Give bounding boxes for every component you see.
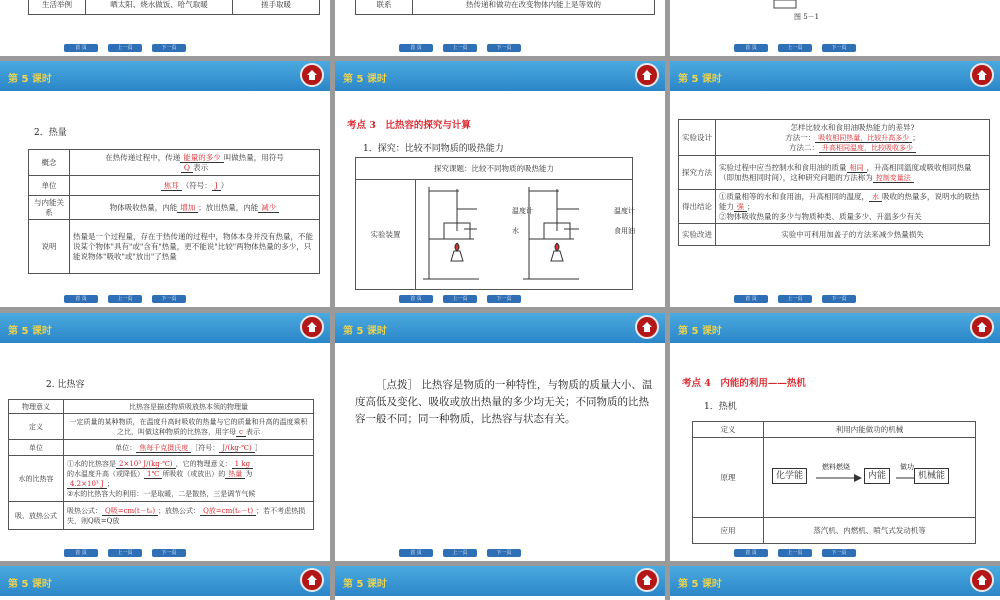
combustion-label: 燃料燃烧	[822, 463, 850, 471]
row-content: ①水的比热容是 2×10³ J/(kg·℃) ，它的物理意义： 1 kg 的水温度升高（或降低） 1℃ 所吸收（或放出）的 热量 为 4.2×10³ J ； ②水的比热容大的利用：一是取暖，二是散热，三是调节气候	[64, 456, 314, 502]
slide-header	[0, 61, 330, 91]
home-icon[interactable]	[300, 63, 324, 87]
row-label: 单位	[9, 440, 64, 456]
lesson-label: 第 5 课时	[678, 74, 722, 85]
row-label: 说明	[29, 220, 70, 274]
internal-energy-box: 内能	[864, 468, 890, 484]
apparatus-cell	[416, 180, 633, 290]
text: ，它的物理意义：	[175, 459, 232, 468]
text: 吸热公式：	[67, 506, 102, 515]
nav-home-button[interactable]: 首 页	[734, 295, 768, 303]
lesson-label: 第 5 课时	[343, 326, 387, 337]
thermometer-label-2: 温度计	[614, 207, 635, 215]
slide-header	[335, 566, 665, 596]
figure-caption: 图 5－1	[794, 13, 820, 21]
life-example-table	[28, 0, 320, 15]
arrow-icon	[816, 474, 862, 482]
slide-partial-3	[670, 0, 1000, 56]
text: 怎样比较水和食用油吸热能力的差异?	[790, 122, 915, 132]
text: 表示	[245, 427, 260, 436]
lesson-label: 第 5 课时	[8, 74, 52, 85]
specific-heat-table	[8, 399, 314, 530]
text: ；放出热量，内能	[198, 202, 259, 212]
nav-home-button[interactable]: 首 页	[399, 44, 433, 52]
text: 表示	[193, 162, 209, 172]
nav-home-button[interactable]: 首 页	[734, 44, 768, 52]
oil-label: 食用油	[614, 227, 635, 235]
answer-fill: Q	[181, 163, 193, 173]
slide-experiment-design	[670, 61, 1000, 307]
home-icon[interactable]	[635, 568, 659, 592]
nav-home-button[interactable]: 首 页	[64, 549, 98, 557]
row-label: 定义	[693, 422, 764, 438]
work-label: 做功	[900, 463, 914, 471]
text: ；放热公式：	[158, 506, 201, 515]
text: ②物体吸收热量的多少与物质种类、质量多少、升温多少有关	[719, 211, 922, 221]
relation-table	[355, 0, 655, 15]
nav-next-button[interactable]: 下一页	[152, 295, 186, 303]
heat-engine-table	[692, 421, 976, 544]
answer-fill: J	[212, 181, 221, 191]
row-label: 定义	[9, 414, 64, 440]
slide-header	[670, 313, 1000, 343]
text: 在热传递过程中，传递	[105, 152, 181, 162]
home-icon[interactable]	[970, 315, 994, 339]
text: ）	[220, 180, 229, 190]
row-label: 探究方法	[679, 156, 716, 190]
flow-diagram-cell	[764, 438, 976, 518]
answer-fill: 强	[734, 203, 747, 212]
text: 为	[245, 469, 253, 478]
row-content	[70, 196, 320, 220]
text: ，升高相同温度或吸收相同热量（即加热相同时间），这种研究问题的方法称为	[719, 162, 972, 182]
nav-next-button[interactable]: 下一页	[487, 44, 521, 52]
text: 方法二：	[789, 142, 819, 152]
text: ；若不考虑热损失，则Q吸=Q放	[67, 506, 306, 525]
row-label: 实验改进	[679, 224, 716, 246]
row-label: 吸、放热公式	[9, 502, 64, 530]
text: ①质量相等的水和食用油，升高相同的温度，	[719, 191, 869, 201]
row-content	[70, 150, 320, 176]
slide-partial-1	[0, 0, 330, 56]
row-content	[716, 156, 990, 190]
text: 吸收的热量多，说明水的吸热能力	[719, 191, 980, 211]
answer-fill: c	[236, 428, 246, 437]
text: 所吸收（或放出）的	[162, 469, 226, 478]
row-label: 原理	[693, 438, 764, 518]
row-content: 蒸汽机、内燃机、喷气式发动机等	[764, 518, 976, 544]
answer-fill: 2×10³ J/(kg·℃)	[116, 460, 176, 469]
nav-home-button[interactable]: 首 页	[399, 295, 433, 303]
answer-fill: 减少	[258, 203, 279, 213]
home-icon[interactable]	[300, 568, 324, 592]
text: 一定质量的某种物质，在温度升高时吸收的热量与它的质量和升高的温度乘积之比，叫做这种物质的比热容，用字母	[69, 417, 308, 436]
answer-fill: 4.2×10³ J	[67, 480, 107, 489]
subheading: 1．热机	[704, 402, 737, 412]
key-point-title: 考点 3 比热容的探究与计算	[347, 120, 471, 131]
life-example-label: 生活举例	[29, 0, 86, 15]
row-content	[70, 176, 320, 196]
nav-prev-button[interactable]: 上一页	[443, 295, 477, 303]
life-example-value-2: 搓手取暖	[233, 0, 320, 15]
lesson-label: 第 5 课时	[343, 579, 387, 590]
nav-prev-button[interactable]: 上一页	[778, 44, 812, 52]
lesson-label: 第 5 课时	[343, 74, 387, 85]
row-label: 应用	[693, 518, 764, 544]
answer-fill: 控制变量法	[873, 174, 914, 183]
row-content: 怎样比较水和食用油吸热能力的差异? 方法一： 吸收相同热量，比较升高多少 ； 方法二： 升高相同温度，比较吸收多少	[716, 120, 990, 156]
slide-header	[335, 61, 665, 91]
lesson-label: 第 5 课时	[8, 326, 52, 337]
key-point-title: 考点 4 内能的利用——热机	[682, 378, 806, 389]
apparatus-diagram	[419, 181, 629, 285]
text: （符号：	[181, 180, 212, 190]
row-content	[64, 440, 314, 456]
row-label: 实验设计	[679, 120, 716, 156]
relation-label: 联系	[356, 0, 413, 15]
answer-fill: 吸收相同热量，比较升高多少	[815, 134, 912, 143]
nav-home-button[interactable]: 首 页	[64, 44, 98, 52]
slide-header	[0, 566, 330, 596]
home-icon[interactable]	[970, 63, 994, 87]
slide-partial-bottom-3	[670, 566, 1000, 600]
thermometer-label-1: 温度计	[512, 207, 533, 215]
mechanical-energy-box: 机械能	[914, 468, 949, 484]
lesson-label: 第 5 课时	[8, 579, 52, 590]
text: 实验过程中应当控制水和食用油的质量	[719, 162, 847, 172]
row-content: 实验中可利用加盖子的方法来减少热量损失	[716, 224, 990, 246]
text: 叫做热量，用符号	[223, 152, 284, 162]
lesson-label: 第 5 课时	[678, 326, 722, 337]
slide-header	[0, 313, 330, 343]
subheading: 1．探究：比较不同物质的吸热能力	[363, 144, 504, 154]
row-content: 热量是一个过程量，存在于热传递的过程中，物体本身并没有热量，不能说某个物体"具有"或"含有"热量，更不能说"比较"两物体热量的多少，只能说物体"吸收"或"放出"了热量	[70, 220, 320, 274]
text: 的水温度升高（或降低）	[67, 469, 144, 478]
apparatus-figure	[770, 0, 800, 12]
row-label: 得出结论	[679, 190, 716, 224]
experiment-table	[355, 157, 633, 290]
nav-prev-button[interactable]: 上一页	[108, 549, 142, 557]
text: ］	[254, 443, 262, 452]
life-example-value: 晒太阳、烧水做饭、哈气取暖	[86, 0, 233, 15]
slide-header	[670, 61, 1000, 91]
water-label: 水	[512, 227, 519, 235]
nav-next-button[interactable]: 下一页	[152, 549, 186, 557]
nav-next-button[interactable]: 下一页	[152, 44, 186, 52]
section-heading: 2. 比热容	[46, 380, 85, 390]
answer-fill: 热量	[225, 470, 245, 479]
answer-fill: 焦耳	[161, 181, 182, 191]
home-icon[interactable]	[300, 315, 324, 339]
row-label: 单位	[29, 176, 70, 196]
answer-fill: J/(kg·℃)	[219, 444, 254, 453]
text: 物体吸收热量，内能	[109, 202, 178, 212]
row-label: 与内能关系	[29, 196, 70, 220]
answer-fill: 相同	[847, 164, 867, 173]
home-icon[interactable]	[635, 315, 659, 339]
text: ［符号：	[191, 443, 220, 452]
row-content	[64, 502, 314, 530]
answer-fill: 能量的多少	[180, 153, 224, 163]
slide-partial-2	[335, 0, 665, 56]
answer-fill: 1 kg	[232, 460, 253, 469]
text: ②水的比热容大的利用：一是取暖，二是散热，三是调节气候	[67, 489, 256, 498]
nav-next-button[interactable]: 下一页	[487, 549, 521, 557]
lesson-label: 第 5 课时	[678, 579, 722, 590]
answer-fill: Q放=cm(t₀－t)	[200, 507, 256, 516]
slide-specific-heat	[0, 313, 330, 561]
row-label: 物理意义	[9, 400, 64, 414]
tip-text: ［点拨］ 比热容是物质的一种特性，与物质的质量大小、温度高低及变化、吸收或放出热量的多少均无关；不同物质的比热容一般不同；同一种物质，比热容与状态有关。	[355, 379, 653, 425]
section-heading: 2．热量	[34, 128, 67, 138]
answer-fill: 1℃	[144, 470, 162, 479]
answer-fill: 水	[869, 193, 882, 202]
slide-partial-bottom-2	[335, 566, 665, 600]
row-content: 比热容是描述物质吸放热本领的物理量	[64, 400, 314, 414]
nav-prev-button[interactable]: 上一页	[443, 44, 477, 52]
home-icon[interactable]	[970, 568, 994, 592]
nav-next-button[interactable]: 下一页	[822, 44, 856, 52]
nav-prev-button[interactable]: 上一页	[108, 44, 142, 52]
row-label: 实验装置	[356, 180, 416, 290]
answer-fill: 焦每千克摄氏度	[136, 444, 191, 453]
answer-fill: 升高相同温度，比较吸收多少	[819, 144, 916, 153]
nav-home-button[interactable]: 首 页	[399, 549, 433, 557]
text: 单位：	[115, 443, 137, 452]
answer-fill: Q吸=cm(t－t₀)	[102, 507, 158, 516]
relation-value: 热传递和做功在改变物体内能上是等效的	[413, 0, 655, 15]
nav-home-button[interactable]: 首 页	[734, 549, 768, 557]
nav-next-button[interactable]: 下一页	[487, 295, 521, 303]
slide-heat-engine	[670, 313, 1000, 561]
chemical-energy-box: 化学能	[772, 468, 807, 484]
experiment-topic: 探究课题：比较不同物质的吸热能力	[356, 158, 633, 180]
row-content: ①质量相等的水和食用油，升高相同的温度， 水 吸收的热量多，说明水的吸热能力 强 ； ②物体吸收热量的多少与物质种类、质量多少、升温多少有关	[716, 190, 990, 224]
slide-partial-bottom-1	[0, 566, 330, 600]
slide-heat	[0, 61, 330, 307]
text: 方法一：	[785, 132, 816, 142]
nav-prev-button[interactable]: 上一页	[443, 549, 477, 557]
row-label: 水的比热容	[9, 456, 64, 502]
design-table	[678, 119, 990, 246]
row-content	[64, 414, 314, 440]
slide-specific-heat-experiment	[335, 61, 665, 307]
text: ①水的比热容是	[67, 459, 116, 468]
slide-header	[335, 313, 665, 343]
row-content: 利用内能做功的机械	[764, 422, 976, 438]
nav-prev-button[interactable]: 上一页	[778, 549, 812, 557]
nav-next-button[interactable]: 下一页	[822, 295, 856, 303]
heat-table	[28, 149, 320, 274]
nav-next-button[interactable]: 下一页	[822, 549, 856, 557]
nav-prev-button[interactable]: 上一页	[108, 295, 142, 303]
slide-tip	[335, 313, 665, 561]
row-label: 概念	[29, 150, 70, 176]
home-icon[interactable]	[635, 63, 659, 87]
slide-header	[670, 566, 1000, 596]
nav-prev-button[interactable]: 上一页	[778, 295, 812, 303]
answer-fill: 增加	[177, 203, 198, 213]
nav-home-button[interactable]: 首 页	[64, 295, 98, 303]
